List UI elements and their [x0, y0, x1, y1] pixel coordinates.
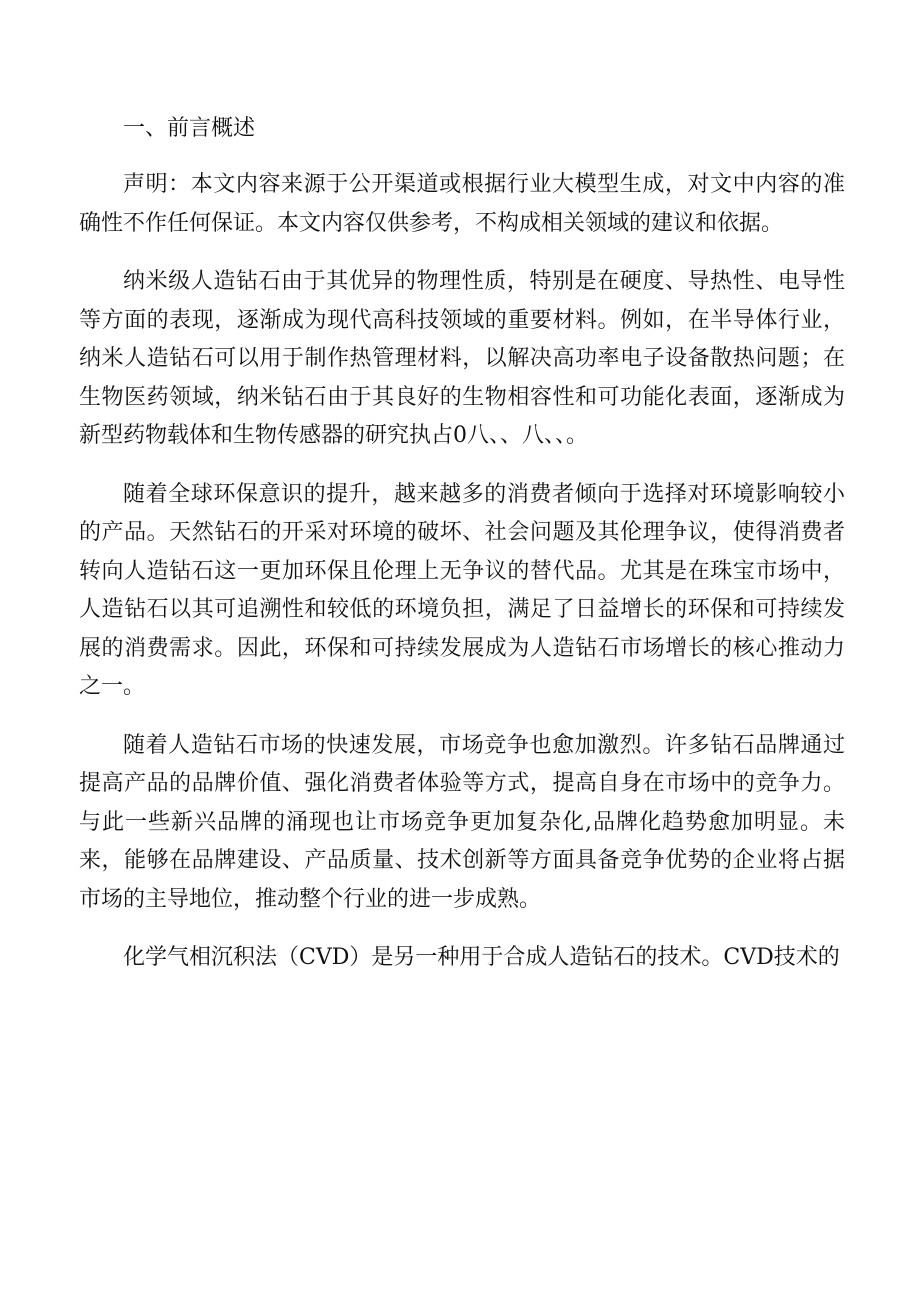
- nano-diamond-paragraph: 纳米级人造钻石由于其优异的物理性质，特别是在硬度、导热性、电导性等方面的表现，逐渐成为现代高科技领域的重要材料。例如，在半导体行业，纳米人造钻石可以用于制作热管理材料，以解决高功率电子设备散热问题；在生物医药领域，纳米钻石由于其良好的生物相容性和可功能化表面，逐渐成为新型药物载体和生物传感器的研究执占0八、、八、、。: [79, 269, 845, 448]
- competition-paragraph: 随着人造钻石市场的快速发展，市场竞争也愈加激烈。许多钻石品牌通过提高产品的品牌价值、强化消费者体验等方式，提高自身在市场中的竞争力。与此一些新兴品牌的涌现也让市场竞争更加复杂化,品牌化趋势愈加明显。未来，能够在品牌建设、产品质量、技术创新等方面具备竞争优势的企业将占据市场的主导地位，推动整个行业的进一步成熟。: [79, 732, 845, 912]
- cvd-paragraph: 化学气相沉积法（CVD）是另一种用于合成人造钻石的技术。CVD技术的: [123, 945, 840, 970]
- section-heading: 一、前言概述: [123, 116, 256, 141]
- disclaimer-paragraph: 声明：本文内容来源于公开渠道或根据行业大模型生成，对文中内容的准确性不作任何保证。本文内容仅供参考，不构成相关领域的建议和依据。: [79, 172, 845, 236]
- environmental-paragraph: 随着全球环保意识的提升，越来越多的消费者倾向于选择对环境影响较小的产品。天然钻石的开采对环境的破坏、社会问题及其伦理争议，使得消费者转向人造钻石这一更加环保且伦理上无争议的替代品。尤其是在珠宝市场中，人造钻石以其可追溯性和较低的环境负担，满足了日益增长的环保和可持续发展的消费需求。因此，环保和可持续发展成为人造钻石市场增长的核心推动力之一。: [79, 481, 845, 699]
